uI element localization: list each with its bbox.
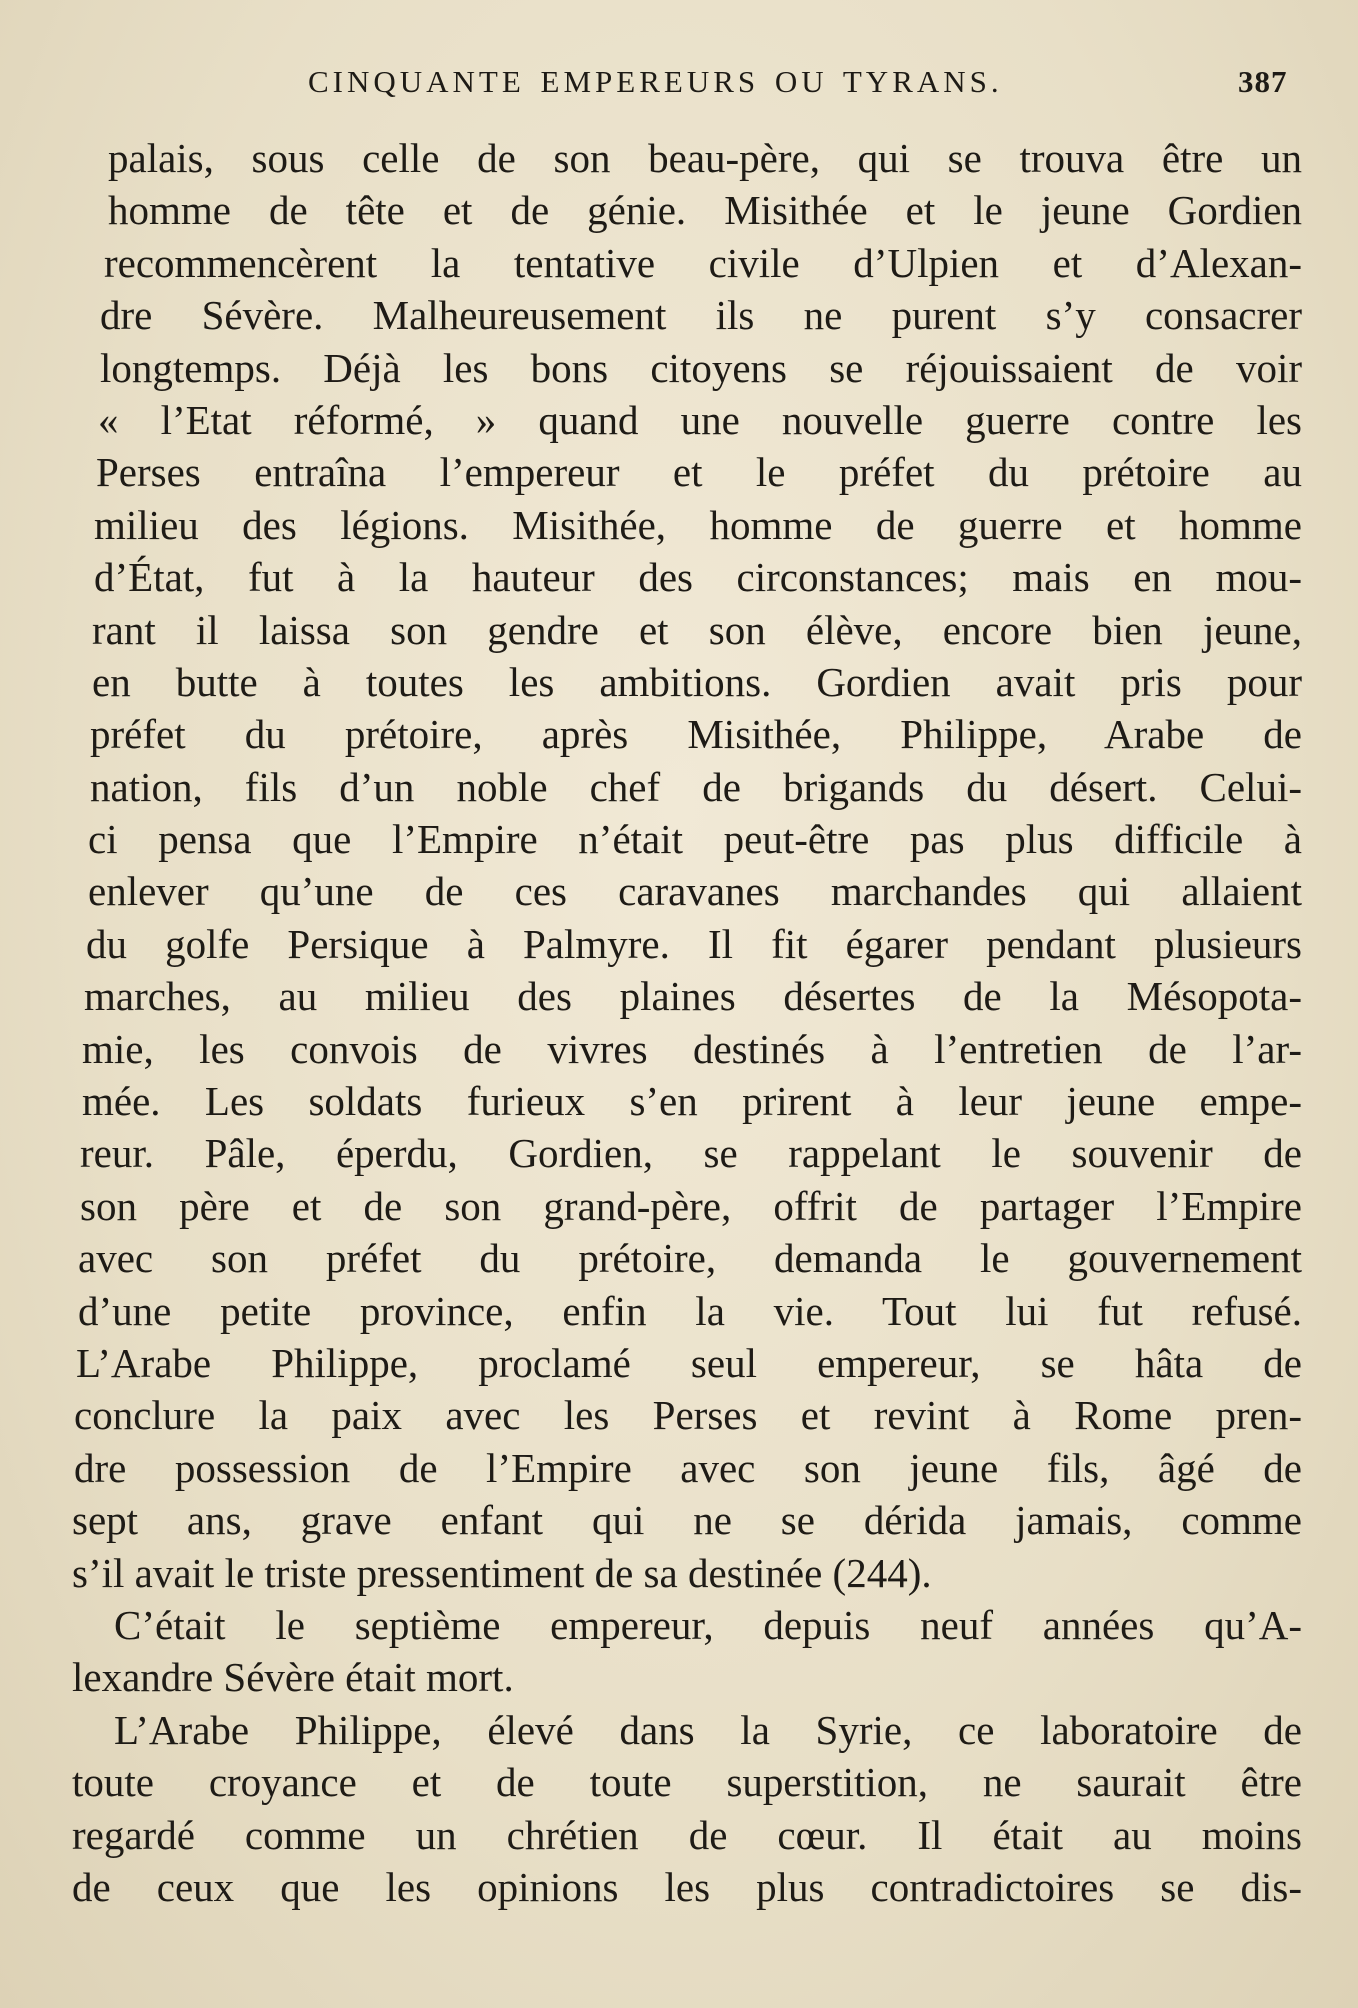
text-line: rant il laissa son gendre et son élève, encore bien jeune, (92, 606, 1302, 653)
text-line: longtemps. Déjà les bons citoyens se réjouissaient de voir (100, 344, 1302, 391)
paragraph-2 (72, 1599, 1302, 1704)
text-line: homme de tête et de génie. Misithée et le jeune Gordien (108, 187, 1302, 234)
text-line: préfet du prétoire, après Misithée, Philippe, Arabe de (90, 711, 1302, 758)
text-line: d’une petite province, enfin la vie. Tout lui fut refusé. (78, 1287, 1302, 1334)
text-line: son père et de son grand-père, offrit de partager l’Empire (80, 1182, 1302, 1229)
text-line: regardé comme un chrétien de cœur. Il était au moins (72, 1811, 1302, 1858)
paragraph-3 (72, 1704, 1302, 1914)
text-line: du golfe Persique à Palmyre. Il fit égarer pendant plusieurs (86, 920, 1302, 967)
body-text (72, 132, 1302, 1913)
text-line: marches, au milieu des plaines désertes de la Mésopota- (84, 973, 1302, 1020)
running-title: CINQUANTE EMPEREURS OU TYRANS. (308, 64, 1003, 99)
paragraph-1 (72, 132, 1302, 1599)
text-line: lexandre Sévère était mort. (72, 1654, 514, 1701)
text-line: recommencèrent la tentative civile d’Ulpien et d’Alexan- (104, 239, 1302, 286)
text-line: palais, sous celle de son beau-père, qui se trouva être un (108, 135, 1302, 181)
text-line: reur. Pâle, éperdu, Gordien, se rappelant le souvenir de (80, 1130, 1302, 1177)
text-line: en butte à toutes les ambitions. Gordien avait pris pour (92, 658, 1302, 705)
text-line: L’Arabe Philippe, élevé dans la Syrie, ce laboratoire de (114, 1706, 1302, 1753)
text-line: dre possession de l’Empire avec son jeune fils, âgé de (74, 1444, 1302, 1491)
text-line: mée. Les soldats furieux s’en prirent à leur jeune empe- (82, 1078, 1302, 1125)
text-line: dre Sévère. Malheureusement ils ne purent s’y consacrer (100, 292, 1302, 339)
text-line: C’était le septième empereur, depuis neuf années qu’A- (114, 1601, 1302, 1648)
text-line: conclure la paix avec les Perses et revint à Rome pren- (74, 1392, 1302, 1439)
text-line: sept ans, grave enfant qui ne se dérida jamais, comme (72, 1497, 1302, 1544)
text-line: avec son préfet du prétoire, demanda le gouvernement (78, 1235, 1302, 1282)
page-header (0, 64, 1358, 114)
text-line: toute croyance et de toute superstition, ne saurait être (72, 1759, 1302, 1806)
text-line: « l’Etat réformé, » quand une nouvelle guerre contre les (98, 396, 1302, 443)
text-line: nation, fils d’un noble chef de brigands du désert. Celui- (90, 763, 1302, 810)
text-line: milieu des légions. Misithée, homme de guerre et homme (94, 501, 1302, 548)
text-line: Perses entraîna l’empereur et le préfet du prétoire au (96, 449, 1302, 496)
text-line: s’il avait le triste pressentiment de sa destinée (244). (72, 1549, 932, 1596)
text-line: de ceux que les opinions les plus contradictoires se dis- (72, 1863, 1302, 1910)
text-line: mie, les convois de vivres destinés à l’entretien de l’ar- (82, 1025, 1302, 1072)
text-line: d’État, fut à la hauteur des circonstances; mais en mou- (94, 554, 1302, 601)
text-line: ci pensa que l’Empire n’était peut-être pas plus difficile à (88, 816, 1302, 863)
text-line: L’Arabe Philippe, proclamé seul empereur, se hâta de (76, 1339, 1302, 1386)
page-number: 387 (1238, 64, 1288, 99)
text-line: enlever qu’une de ces caravanes marchandes qui allaient (88, 868, 1302, 915)
